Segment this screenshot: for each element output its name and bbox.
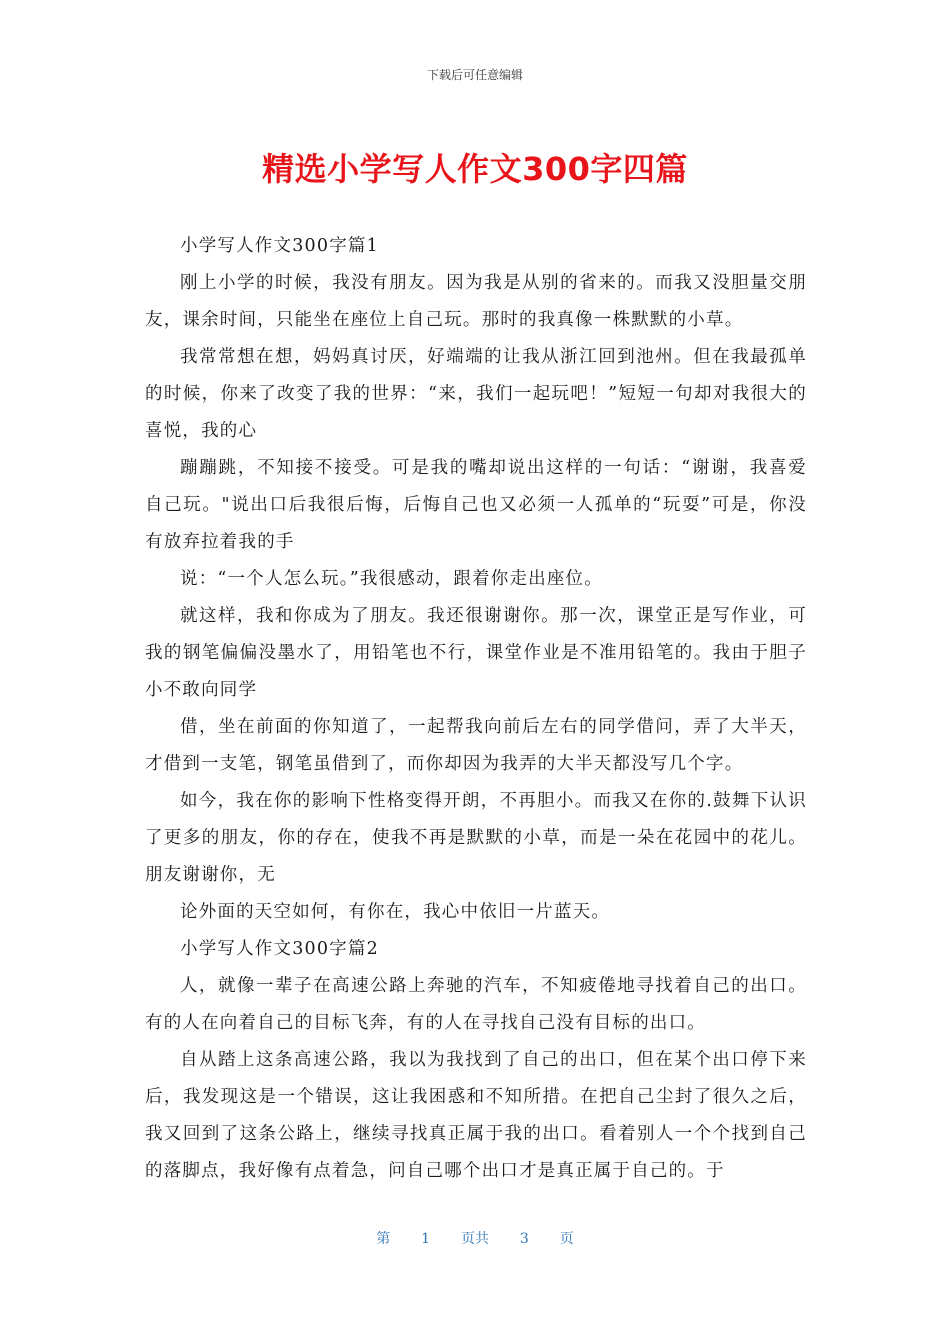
document-title: 精选小学写人作文300字四篇 (262, 150, 688, 188)
paragraph: 如今，我在你的影响下性格变得开朗，不再胆小。而我又在你的.鼓舞下认识了更多的朋友，你的存在，使我不再是默默的小草，而是一朵在花园中的花儿。朋友谢谢你，无 (145, 791, 807, 885)
footer-total-pages: 3 (519, 1231, 529, 1247)
footer-suffix: 页 (559, 1231, 574, 1247)
section-heading: 小学写人作文300字篇2 (180, 939, 379, 959)
header-note: 下载后可任意编辑 (426, 68, 523, 82)
paragraph: 说：“一个人怎么玩。”我很感动，跟着你走出座位。 (180, 569, 603, 589)
paragraph: 蹦蹦跳，不知接不接受。可是我的嘴却说出这样的一句话：“谢谢，我喜爱自己玩。"说出口后我很后悔，后悔自己也又必须一人孤单的“玩耍”可是，你没有放弃拉着我的手 (145, 458, 807, 552)
page-footer (0, 1228, 950, 1248)
footer-page-number: 1 (421, 1231, 431, 1247)
paragraph: 刚上小学的时候，我没有朋友。因为我是从别的省来的。而我又没胆量交朋友，课余时间，只能坐在座位上自己玩。那时的我真像一株默默的小草。 (145, 273, 807, 330)
paragraph: 借，坐在前面的你知道了，一起帮我向前后左右的同学借问，弄了大半天，才借到一支笔，钢笔虽借到了，而你却因为我弄的大半天都没写几个字。 (145, 717, 807, 774)
paragraph: 论外面的天空如何，有你在，我心中依旧一片蓝天。 (180, 902, 611, 922)
paragraph: 我常常想在想，妈妈真讨厌，好端端的让我从浙江回到池州。但在我最孤单的时候，你来了改变了我的世界：“来，我们一起玩吧！”短短一句却对我很大的喜悦，我的心 (145, 347, 807, 441)
footer-prefix: 第 (376, 1231, 391, 1247)
footer-middle: 页共 (461, 1231, 489, 1247)
document-body (145, 228, 807, 1190)
paragraph: 人，就像一辈子在高速公路上奔驰的汽车，不知疲倦地寻找着自己的出口。有的人在向着自己的目标飞奔，有的人在寻找自己没有目标的出口。 (145, 976, 807, 1033)
section-heading: 小学写人作文300字篇1 (180, 236, 379, 256)
paragraph: 就这样，我和你成为了朋友。我还很谢谢你。那一次，课堂正是写作业，可我的钢笔偏偏没墨水了，用铅笔也不行，课堂作业是不准用铅笔的。我由于胆子小不敢向同学 (145, 606, 807, 700)
paragraph: 自从踏上这条高速公路，我以为我找到了自己的出口，但在某个出口停下来后，我发现这是一个错误，这让我困惑和不知所措。在把自己尘封了很久之后，我又回到了这条公路上，继续寻找真正属于我的出口。看着别人一个个找到自己的落脚点，我好像有点着急，问自己哪个出口才是真正属于自己的。于 (145, 1050, 807, 1181)
